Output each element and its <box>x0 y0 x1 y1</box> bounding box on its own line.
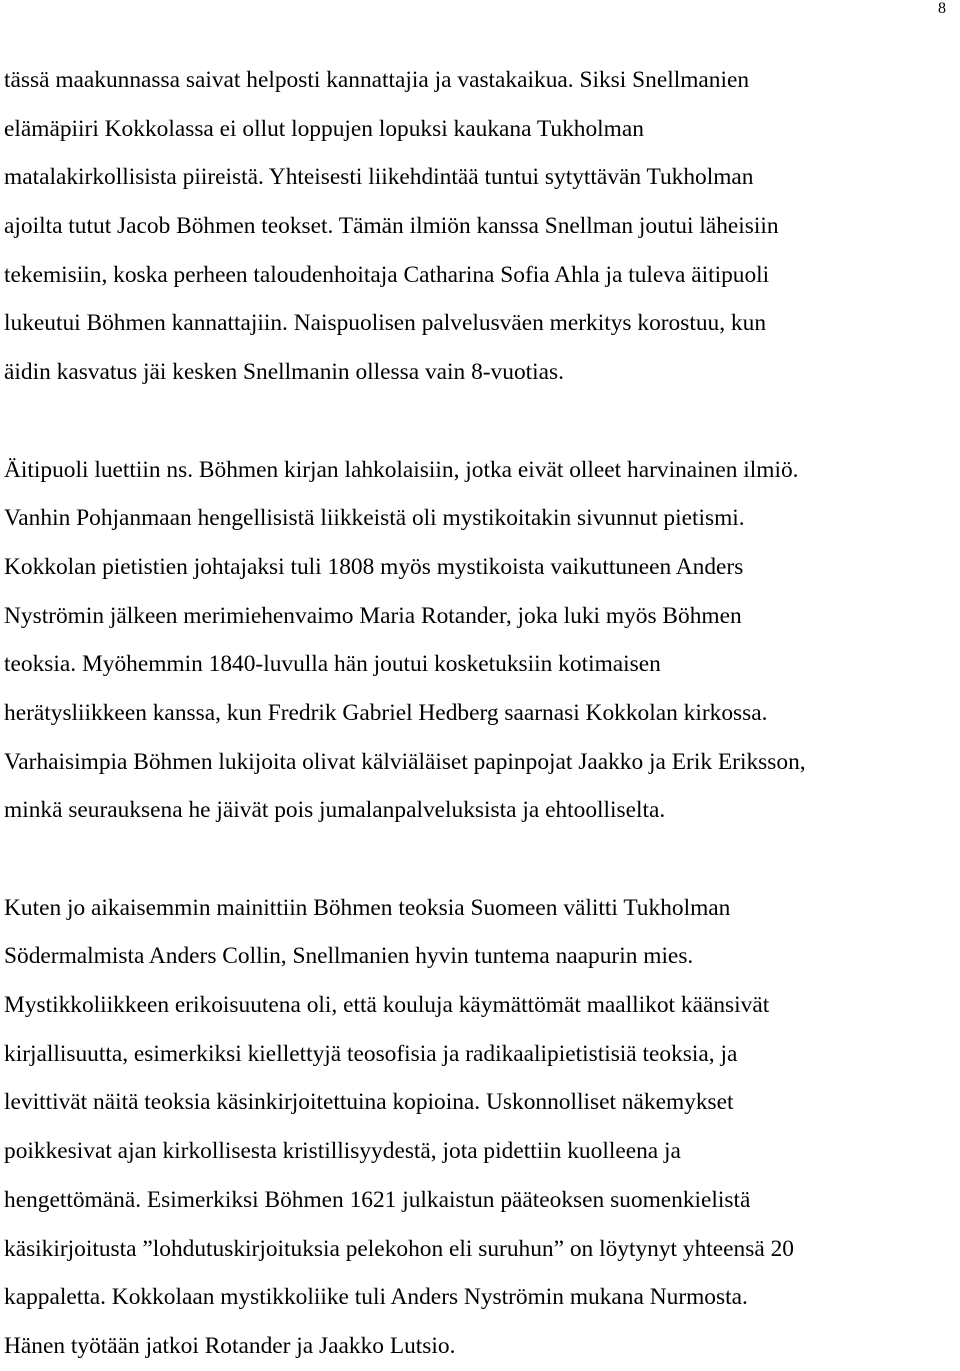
text-line: käsikirjoitusta ”lohdutuskirjoituksia pelekohon eli suruhun” on löytynyt yhteensä 20 <box>4 1235 794 1262</box>
text-line: minkä seurauksena he jäivät pois jumalanpalveluksista ja ehtoolliselta. <box>4 797 666 824</box>
text-line: elämäpiiri Kokkolassa ei ollut loppujen lopuksi kaukana Tukholman <box>4 115 644 142</box>
text-line: hengettömänä. Esimerkiksi Böhmen 1621 julkaistun pääteoksen suomenkielistä <box>4 1186 751 1213</box>
text-line: ajoilta tutut Jacob Böhmen teokset. Tämän ilmiön kanssa Snellman joutui läheisiin <box>4 213 779 240</box>
text-line: lukeutui Böhmen kannattajiin. Naispuolisen palvelusväen merkitys korostuu, kun <box>4 310 767 337</box>
paragraph-spacer <box>4 397 954 446</box>
text-line: Mystikkoliikkeen erikoisuutena oli, että kouluja käymättömät maallikot käänsivät <box>4 992 770 1019</box>
paragraph-spacer <box>4 835 954 884</box>
text-line: teoksia. Myöhemmin 1840-luvulla hän joutui kosketuksiin kotimaisen <box>4 651 661 678</box>
paragraph-1 <box>4 56 954 397</box>
text-line: Vanhin Pohjanmaan hengellisistä liikkeistä oli mystikoitakin sivunnut pietismi. <box>4 505 745 532</box>
paragraph-3 <box>4 884 954 1371</box>
text-line: levittivät näitä teoksia käsinkirjoitettuina kopioina. Uskonnolliset näkemykset <box>4 1089 734 1116</box>
text-line: herätysliikkeen kanssa, kun Fredrik Gabriel Hedberg saarnasi Kokkolan kirkossa. <box>4 699 768 726</box>
text-line: tekemisiin, koska perheen taloudenhoitaja Catharina Sofia Ahla ja tuleva äitipuoli <box>4 261 770 288</box>
text-line: matalakirkollisista piireistä. Yhteisesti liikehdintää tuntui sytyttävän Tukholman <box>4 164 754 191</box>
document-body <box>4 56 954 1371</box>
paragraph-2 <box>4 446 954 836</box>
text-line: tässä maakunnassa saivat helposti kannattajia ja vastakaikua. Siksi Snellmanien <box>4 67 750 93</box>
text-line: Kuten jo aikaisemmin mainittiin Böhmen teoksia Suomeen välitti Tukholman <box>4 894 731 921</box>
page-number: 8 <box>938 0 946 17</box>
text-line: äidin kasvatus jäi kesken Snellmanin ollessa vain 8-vuotias. <box>4 359 564 386</box>
text-line: Kokkolan pietistien johtajaksi tuli 1808 myös mystikoista vaikuttuneen Anders <box>4 553 744 580</box>
text-line: kirjallisuutta, esimerkiksi kiellettyjä teosofisia ja radikaalipietistisiä teoksia, ja <box>4 1040 738 1067</box>
text-line: Varhaisimpia Böhmen lukijoita olivat kälviäläiset papinpojat Jaakko ja Erik Eriksson, <box>4 748 806 775</box>
text-line: Nyströmin jälkeen merimiehenvaimo Maria Rotander, joka luki myös Böhmen <box>4 602 742 629</box>
text-line: kappaletta. Kokkolaan mystikkoliike tuli Anders Nyströmin mukana Nurmosta. <box>4 1284 748 1311</box>
text-line: poikkesivat ajan kirkollisesta kristillisyydestä, jota pidettiin kuolleena ja <box>4 1138 681 1165</box>
text-line: Södermalmista Anders Collin, Snellmanien hyvin tuntema naapurin mies. <box>4 943 694 970</box>
text-line: Äitipuoli luettiin ns. Böhmen kirjan lahkolaisiin, jotka eivät olleet harvinainen ilmiö. <box>4 456 799 483</box>
text-line: Hänen työtään jatkoi Rotander ja Jaakko Lutsio. <box>4 1332 456 1359</box>
